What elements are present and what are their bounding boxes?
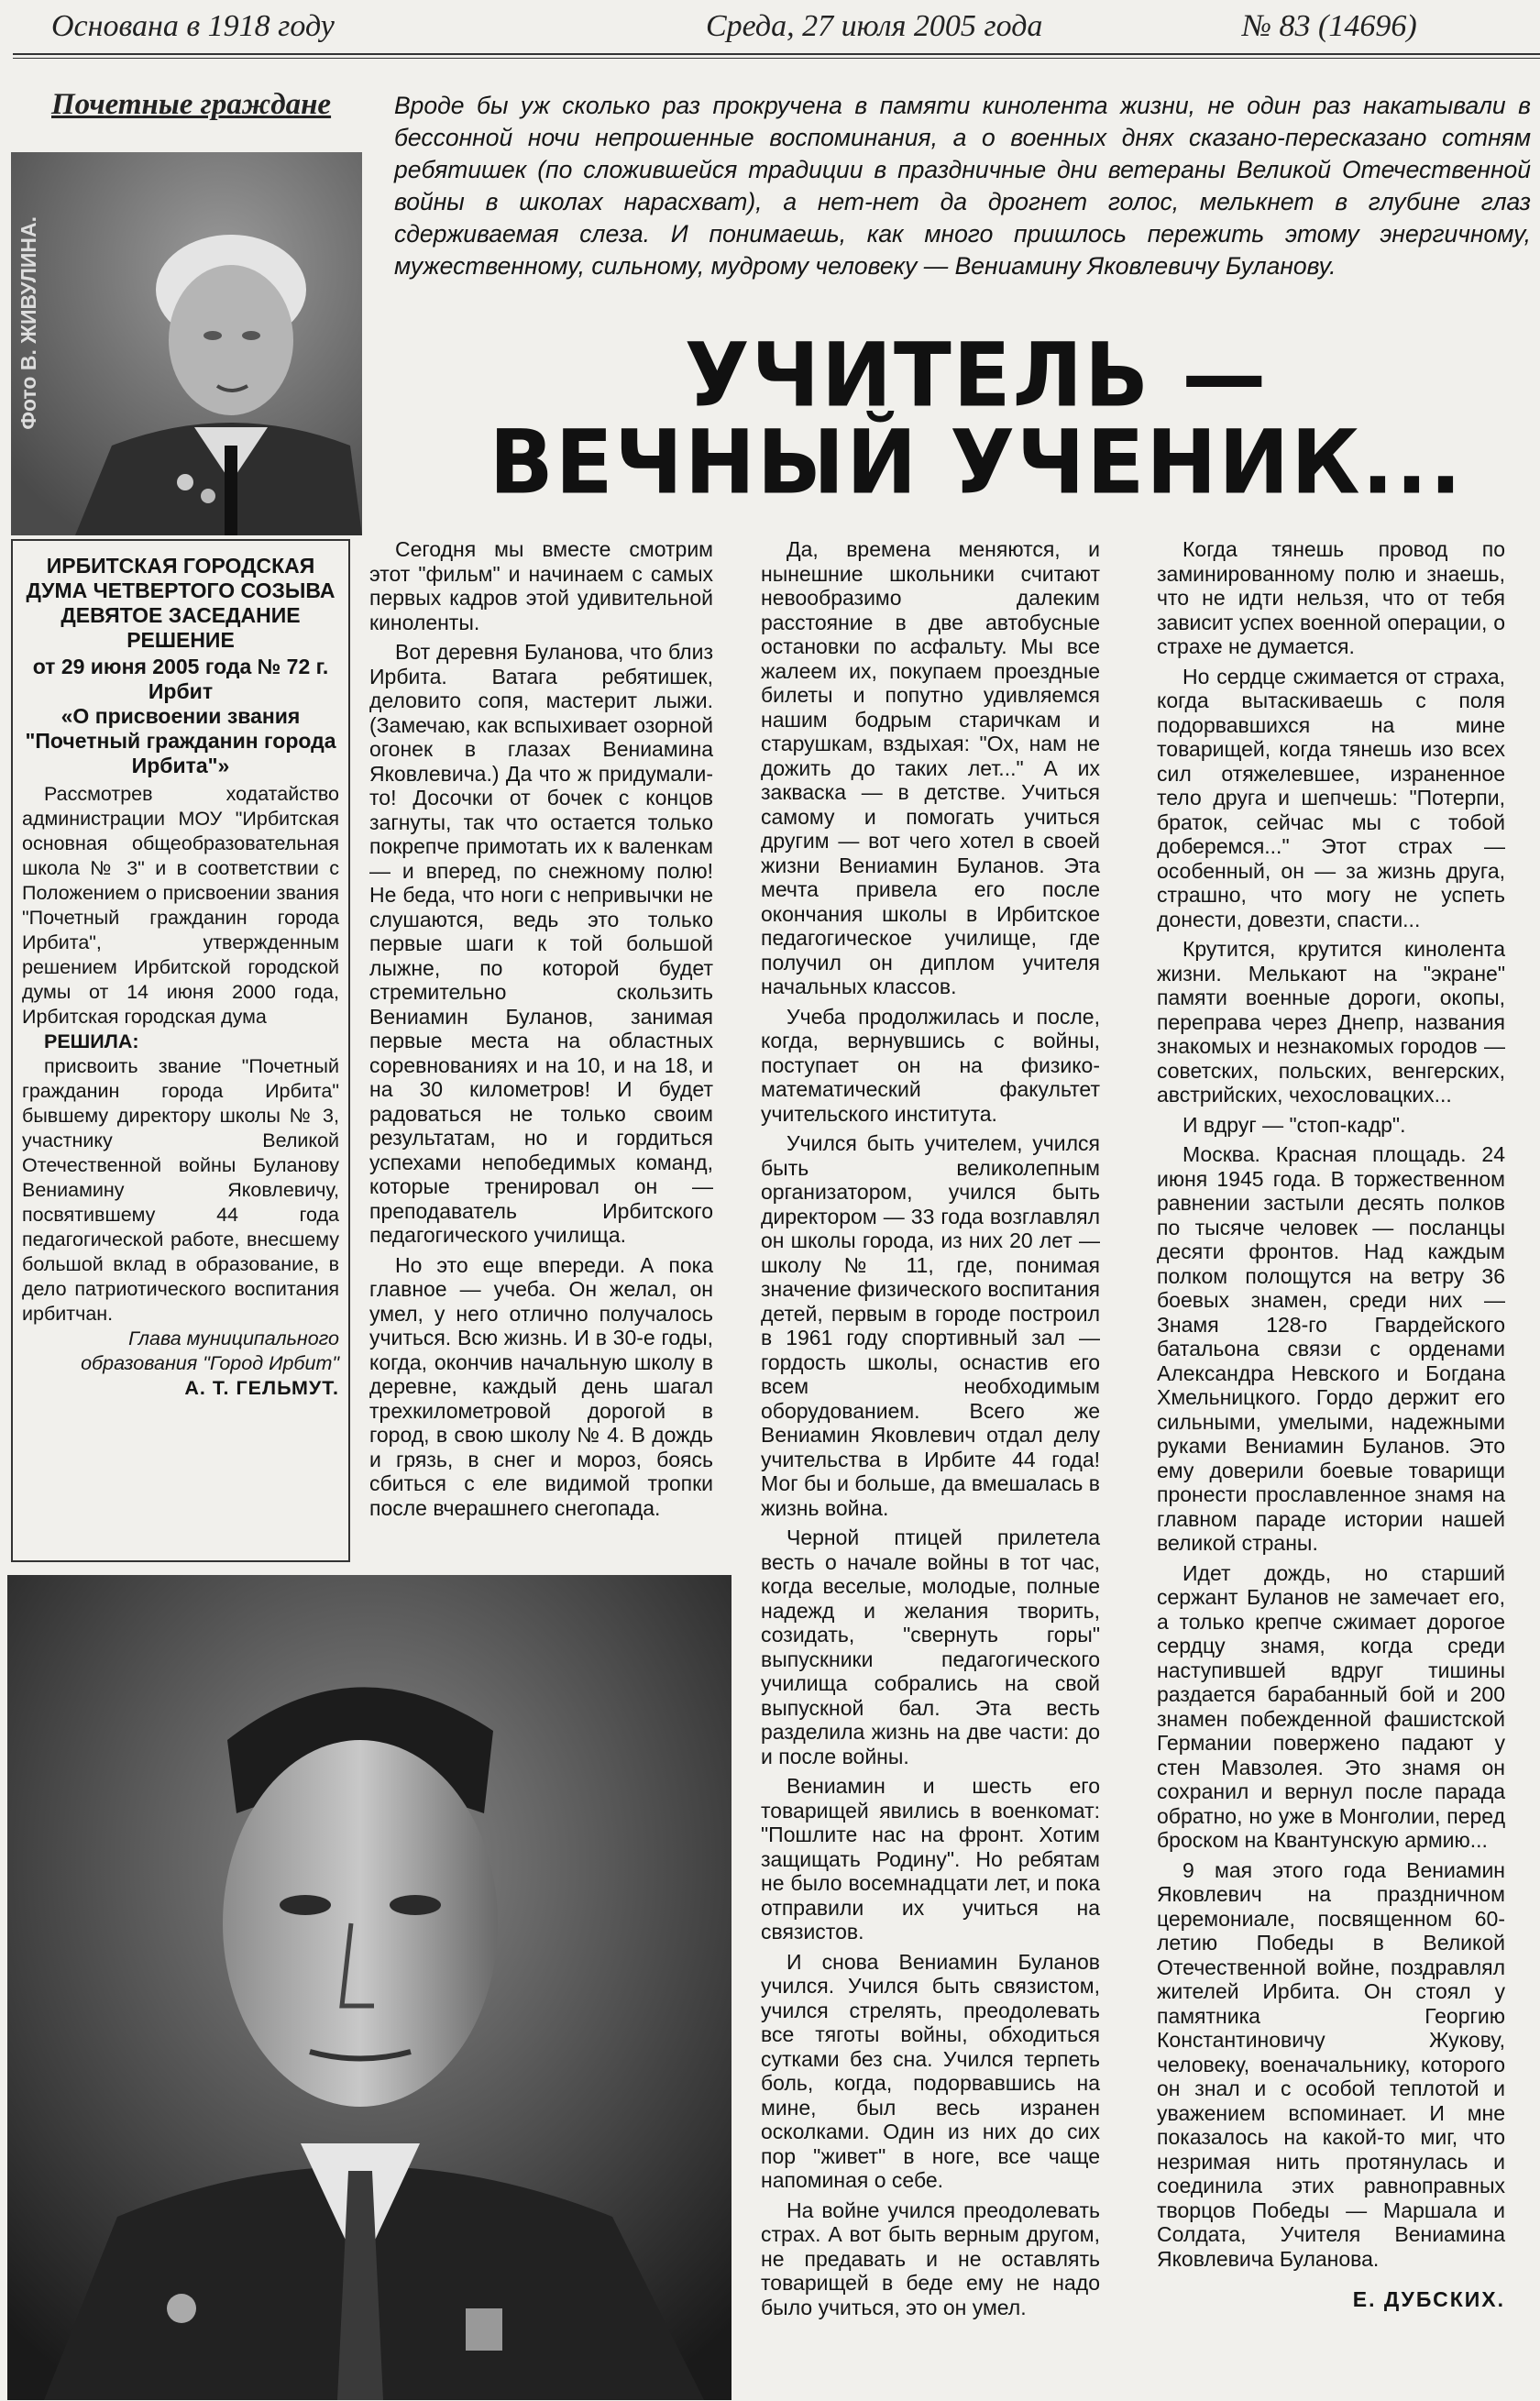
- paragraph: Когда тянешь провод по заминированному полю и знаешь, что не идти нельзя, что от тебя зависит успех военной операции, о страхе не думается.: [1157, 537, 1505, 658]
- paragraph: Вениамин и шесть его товарищей явились в военкомат: "Пошлите нас на фронт. Хотим защищать Родину". Но ребятам не было восемнадцати лет, и пока отправили их учиться на связистов.: [761, 1774, 1100, 1944]
- decision-date-line: от 29 июня 2005 года № 72 г. Ирбит: [32, 655, 329, 703]
- masthead-rule-thin: [13, 58, 1540, 59]
- paragraph: Черной птицей прилетела весть о начале войны в тот час, когда веселые, молодые, полные надежд и желания творить, созидать, "свернуть горы" выпускники педагогического училища собрались на свой выпускной бал. Эта весть разделила жизнь на две части: до и после войны.: [761, 1525, 1100, 1768]
- city-council-decision: [11, 539, 350, 1562]
- paragraph: Да, времена меняются, и нынешние школьники считают невообразимо далеким расстояние в две автобусные остановки по асфальту. Мы все жалеем их, покупаем проездные билеты и попутно удивляемся нашим бодрым старичкам и старушкам, вздыхая: "Ох, нам не дожить до таких лет..." А их закваска — в детстве. Учиться самому и помогать учиться другим — вот чего хотел в своей жизни Вениамин Буланов. Эта мечта привела его после окончания школы в Ирбитское педагогическое училище, где получил он диплом учителя начальных классов.: [761, 537, 1100, 998]
- decision-heading: ИРБИТСКАЯ ГОРОДСКАЯ ДУМА ЧЕТВЕРТОГО СОЗЫВА ДЕВЯТОЕ ЗАСЕДАНИЕ РЕШЕНИЕ: [26, 554, 336, 652]
- issue-number: № 83 (14696): [1242, 9, 1417, 43]
- decision-title: «О присвоении звания "Почетный гражданин города Ирбита"»: [25, 704, 336, 777]
- paragraph: Учился быть учителем, учился быть великолепным организатором, учился быть директором — 33 года возглавлял он школы города, из них 20 лет — школу № 11, где, понимая значение физического воспитания детей, первым в городе построил в 1961 году спортивный зал — гордость школы, оснастив его всем необходимым оборудованием. Всего же Вениамин Яковлевич отдал делу учительства в Ирбите 44 года! Мог бы и больше, да вмешалась в жизнь война.: [761, 1131, 1100, 1520]
- paragraph: Вот деревня Буланова, что близ Ирбита. Ватага ребятишек, деловито сопя, мастерит лыжи. (Замечаю, как вспыхивает озорной огонек в глазах Вениамина Яковлевича.) Да что ж придумали-то! Досочки от бочек с концов загнуты, так что остается только покрепче примотать их к валенкам — и вперед, по снежному полю! Не беда, что ноги с непривычки не слушаются, ведь это только первые шаги к той большой лыжне, по которой будет стремительно скользить Вениамин Буланов, занимая первые места на областных соревнованиях и на 10, и на 18, и на 30 километров! И будет радоваться не только своим результатам, но и гордиться успехами непобедимых команд, которые тренировал он — преподаватель Ирбитского педагогического училища.: [369, 640, 713, 1247]
- portrait-photo-elderly: [11, 152, 362, 535]
- article-author: Е. ДУБСКИХ.: [1352, 2287, 1505, 2311]
- paragraph: Но это еще впереди. А пока главное — учеба. Он желал, он умел, у него отлично получалось учиться. Всю жизнь. И в 30-е годы, когда, окончив начальную школу в деревне, каждый день шагал трехкилометровой дорогой в город, в свою школу № 4. В дождь и грязь, в снег и мороз, боясь сбиться с еле видимой тропки после вчерашнего снегопада.: [369, 1252, 713, 1520]
- portrait-photo-young-image: [7, 1575, 732, 2400]
- newspaper-founded: Основана в 1918 году: [51, 9, 335, 43]
- masthead-rule: [13, 53, 1540, 55]
- paragraph: Сегодня мы вместе смотрим этот "фильм" и начинаем с самых первых кадров этой удивительной киноленты.: [369, 537, 713, 634]
- photo-credit: Фото В. ЖИВУЛИНА.: [16, 216, 40, 430]
- article-column-3: [1157, 537, 1505, 2312]
- paragraph: Крутится, крутится кинолента жизни. Мелькают на "экране" памяти военные дороги, окопы, переправа через Днепр, названия знакомых и незнакомых городов — советских, польских, венгерских, австрийских, чехословацких...: [1157, 937, 1505, 1107]
- paragraph: Москва. Красная площадь. 24 июня 1945 года. В торжественном равнении застыли десять полков по тысяче человек — посланцы десяти фронтов. Над каждым полком полощутся на ветру 36 боевых знамен, среди них — Знамя 128-го Гвардейского батальона связи с орденами Александра Невского и Богдана Хмельницкого. Гордо держит его сильными, умелыми, надежными руками Вениамин Буланов. Это ему доверили боевые товарищи пронести прославленное знамя на главном параде истории нашей великой страны.: [1157, 1142, 1505, 1555]
- decision-resolution: присвоить звание "Почетный гражданин города Ирбита" бывшему директору школы № 3, участнику Великой Отечественной войны Буланову Вениамину Яковлевичу, посвятившему 44 года педагогической работе, внесшему большой вклад в образование, в дело патриотического воспитания ирбитчан.: [22, 1055, 339, 1325]
- headline-line-1: УЧИТЕЛЬ —: [684, 324, 1269, 427]
- paragraph: 9 мая этого года Вениамин Яковлевич на праздничном церемониале, посвященном 60-летию Победы в Великой Отечественной войне, поздравлял жителей Ирбита. Он стоял у памятника Георгию Константиновичу Жукову, человеку, военачальнику, которого он знал и с особой теплотой и уважением вспоминает. И мне показалось на какой-то миг, что незримая нить протянулась и соединила этих равноправных творцов Победы — Маршала и Солдата, Учителя Вениамина Яковлевича Буланова.: [1157, 1857, 1505, 2271]
- paragraph: Учеба продолжилась и после, когда, вернувшись с войны, поступает он на физико-математический факультет учительского института.: [761, 1004, 1100, 1126]
- portrait-photo-elderly-image: [11, 152, 362, 535]
- article-column-1: [369, 537, 713, 1525]
- paragraph: И снова Вениамин Буланов учился. Учился быть связистом, учился стрелять, преодолевать все тяготы войны, обходиться сутками без сна. Учился терпеть боль, когда, подорвавшись на мине, был весь изранен осколками. Один из них до сих пор "живет" в ноге, все чаще напоминая о себе.: [761, 1949, 1100, 2192]
- decision-signer-title: Глава муниципального образования "Город Ирбит": [81, 1327, 339, 1374]
- paragraph: И вдруг — "стоп-кадр".: [1182, 1112, 1406, 1137]
- decision-signer-name: А. Т. ГЕЛЬМУТ.: [184, 1377, 339, 1399]
- article-lead: Вроде бы уж сколько раз прокручена в памяти кинолента жизни, не один раз накатывали в бессонной ночи непрошенные воспоминания, а о военных днях сказано-пересказано сотням ребятишек (по сложившейся традиции в праздничные дни ветераны Великой Отечественной войны в школах нарасхват), а нет-нет да дрогнет голос, мелькнет в глубине глаз сдерживаемая слеза. И понимаешь, как много пришлось пережить этому энергичному, мужественному, сильному, мудрому человеку — Вениамину Яковлевичу Буланову.: [394, 92, 1531, 280]
- section-rubric: Почетные граждане: [51, 88, 332, 121]
- paragraph: Но сердце сжимается от страха, когда вытаскиваешь с поля подорвавшихся на мине товарищей, когда тянешь изо всех сил отяжелевшее, израненное тело друга и шепчешь: "Потерпи, браток, сейчас мы с тобой доберемся..." Этот страх — особенный, он — за жизнь друга, страшно, что могу не успеть донести, довезти, спасти...: [1157, 664, 1505, 931]
- paragraph: Идет дождь, но старший сержант Буланов не замечает его, а только крепче сжимает дорогое сердцу знамя, когда среди наступившей вдруг тишины раздается барабанный бой и 200 знамен побежденной фашистской Германии повержено падают у стен Мавзолея. Это знамя он сохранил и вернул после парада обратно, но уже в Монголии, перед броском на Квантунскую армию...: [1157, 1560, 1505, 1852]
- decision-resolved: РЕШИЛА:: [44, 1030, 139, 1052]
- paragraph: На войне учился преодолевать страх. А вот быть верным другом, не предавать и не оставлять товарищей в беде ему не надо было учиться, это он умел.: [761, 2197, 1100, 2319]
- article-column-2: [761, 537, 1100, 2325]
- decision-body: Рассмотрев ходатайство администрации МОУ "Ирбитская основная общеобразовательная школа № 3" и в соответствии с Положением о присвоении звания "Почетный гражданин города Ирбита", утвержденным решением Ирбитской городской думы от 14 июня 2000 года, Ирбитская городская дума: [22, 783, 339, 1028]
- issue-date: Среда, 27 июля 2005 года: [706, 9, 1043, 43]
- portrait-photo-young: [7, 1575, 732, 2400]
- headline-line-2: ВЕЧНЫЙ УЧЕНИК...: [489, 411, 1464, 514]
